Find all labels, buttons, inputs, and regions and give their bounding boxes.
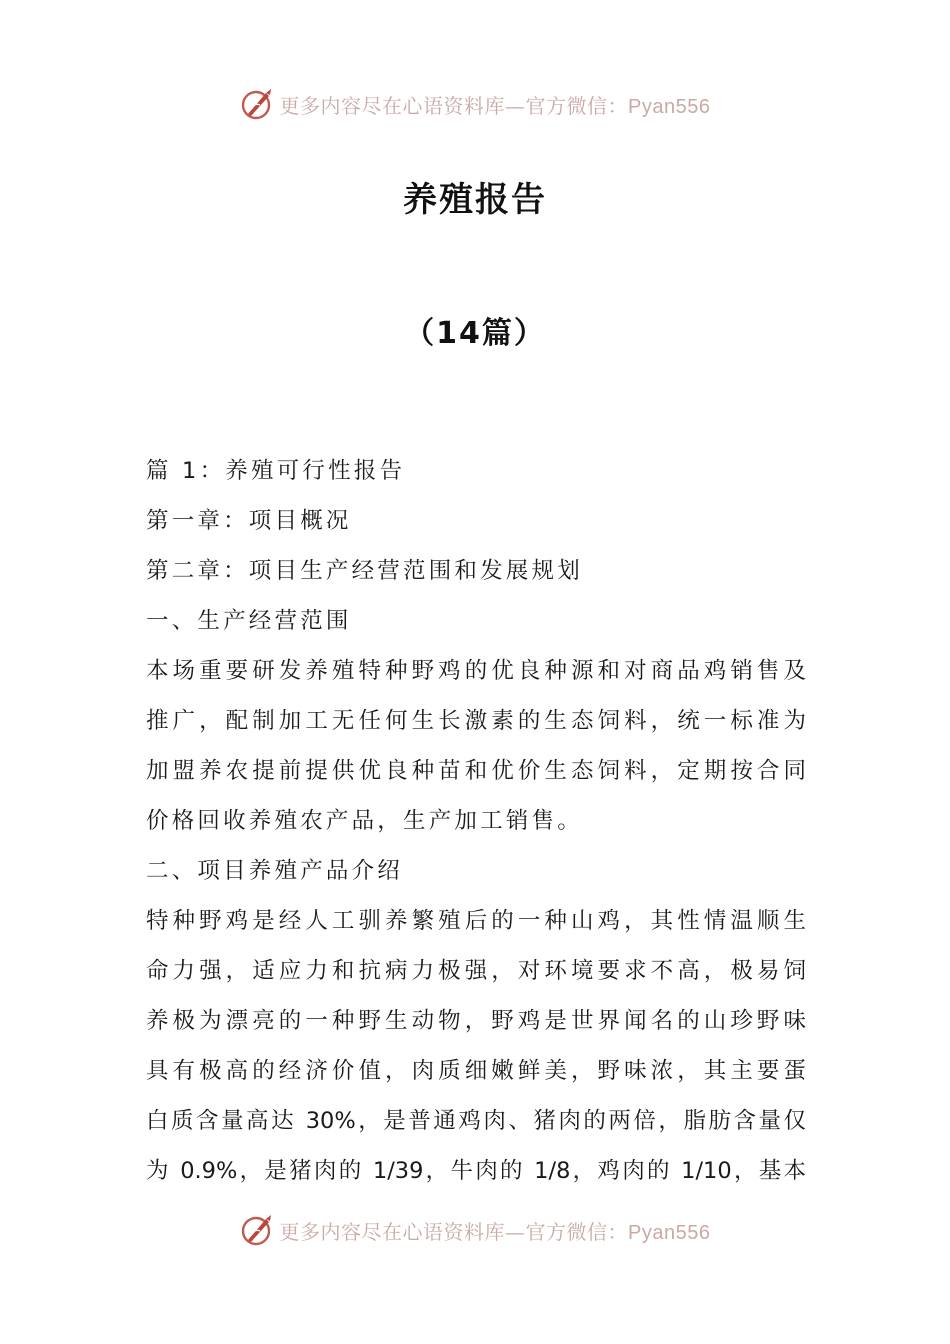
watermark-footer xyxy=(0,1210,950,1250)
paragraph-line: 特种野鸡是经人工驯养繁殖后的一种山鸡，其性情温顺生 xyxy=(146,908,806,934)
paragraph-line: 推广，配制加工无任何生长激素的生态饲料，统一标准为 xyxy=(146,708,806,734)
document-body xyxy=(146,446,806,1196)
watermark-text: 更多内容尽在心语资料库—官方微信：Pyan556 xyxy=(279,1219,711,1244)
quill-pen-logo-icon xyxy=(240,1213,274,1247)
watermark-text: 更多内容尽在心语资料库—官方微信：Pyan556 xyxy=(279,93,711,118)
paragraph-line: 加盟养农提前提供优良种苗和优价生态饲料，定期按合同 xyxy=(146,758,806,784)
paragraph-line: 白质含量高达 30%，是普通鸡肉、猪肉的两倍，脂肪含量仅 xyxy=(146,1108,806,1134)
paragraph-line: 具有极高的经济价值，肉质细嫩鲜美，野味浓，其主要蛋 xyxy=(146,1058,806,1084)
chapter-heading: 第一章：项目概况 xyxy=(146,508,352,534)
subsection-heading: 二、项目养殖产品介绍 xyxy=(146,858,404,884)
paragraph-line: 价格回收养殖农产品，生产加工销售。 xyxy=(146,808,583,834)
subsection-heading: 一、生产经营范围 xyxy=(146,608,352,634)
chapter-heading: 第二章：项目生产经营范围和发展规划 xyxy=(146,558,583,584)
paragraph-line: 为 0.9%，是猪肉的 1/39，牛肉的 1/8，鸡肉的 1/10，基本 xyxy=(146,1158,806,1184)
paragraph-line: 养极为漂亮的一种野生动物，野鸡是世界闻名的山珍野味 xyxy=(146,1008,806,1034)
section-heading: 篇 1：养殖可行性报告 xyxy=(146,458,406,484)
watermark-header xyxy=(0,84,950,124)
paragraph-line: 命力强，适应力和抗病力极强，对环境要求不高，极易饲 xyxy=(146,958,806,984)
paragraph-line: 本场重要研发养殖特种野鸡的优良种源和对商品鸡销售及 xyxy=(146,658,806,684)
page-subtitle: （14篇） xyxy=(404,316,546,351)
quill-pen-logo-icon xyxy=(240,87,274,121)
page-title: 养殖报告 xyxy=(403,180,547,220)
